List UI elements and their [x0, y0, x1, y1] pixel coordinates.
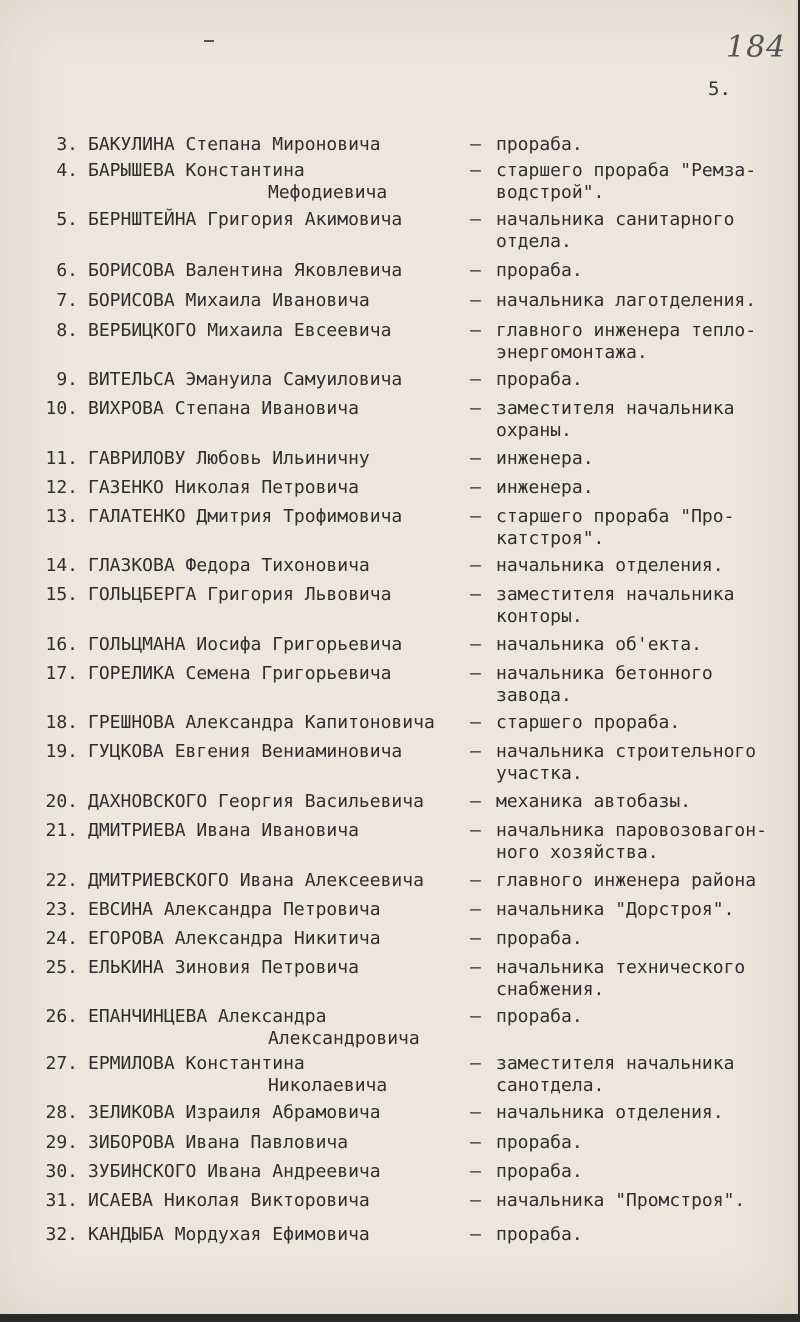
- entry-number: 5.: [56, 209, 78, 230]
- entry-name: ЕПАНЧИНЦЕВА Александра: [88, 1006, 327, 1027]
- entry-number: 8.: [56, 320, 78, 341]
- entry-number: 15.: [45, 584, 78, 605]
- separator-dash: –: [470, 506, 481, 527]
- separator-dash: –: [470, 477, 481, 498]
- entry-number: 18.: [45, 712, 78, 733]
- entry-role: инженера.: [496, 477, 594, 498]
- separator-dash: –: [470, 899, 481, 920]
- entry-number: 9.: [56, 369, 78, 390]
- entry-number: 3.: [56, 134, 78, 155]
- separator-dash: –: [470, 1190, 481, 1211]
- entry-number: 13.: [45, 506, 78, 527]
- separator-dash: –: [470, 928, 481, 949]
- entry-role: начальника отделения.: [496, 555, 724, 576]
- entry-name: ДМИТРИЕВСКОГО Ивана Алексеевича: [88, 870, 424, 891]
- separator-dash: –: [470, 870, 481, 891]
- entry-role: прораба.: [496, 928, 583, 949]
- entry-name-continuation: Александровича: [268, 1028, 420, 1049]
- entry-name: ЕГОРОВА Александра Никитича: [88, 928, 381, 949]
- separator-dash: –: [470, 260, 481, 281]
- entry-number: 16.: [45, 634, 78, 655]
- separator-dash: –: [470, 712, 481, 733]
- separator-dash: –: [470, 634, 481, 655]
- entry-number: 28.: [45, 1102, 78, 1123]
- entry-name: ВЕРБИЦКОГО Михаила Евсеевича: [88, 320, 392, 341]
- entry-name: ВИХРОВА Степана Ивановича: [88, 398, 359, 419]
- entry-role: инженера.: [496, 448, 594, 469]
- separator-dash: –: [470, 134, 481, 155]
- separator-dash: –: [470, 1053, 481, 1074]
- separator-dash: –: [470, 369, 481, 390]
- separator-dash: –: [470, 555, 481, 576]
- entry-number: 14.: [45, 555, 78, 576]
- entry-number: 4.: [56, 160, 78, 181]
- entry-number: 25.: [45, 957, 78, 978]
- entry-role: начальника "Дорстроя".: [496, 899, 735, 920]
- entry-name: ЕРМИЛОВА Константина: [88, 1053, 305, 1074]
- entry-role: старшего прораба "Про- катстроя".: [496, 506, 735, 549]
- entry-name: ГАЛАТЕНКО Дмитрия Трофимовича: [88, 506, 403, 527]
- entry-name: ГЛАЗКОВА Федора Тихоновича: [88, 555, 370, 576]
- entry-number: 24.: [45, 928, 78, 949]
- entry-name: ГОЛЬЦМАНА Иосифа Григорьевича: [88, 634, 403, 655]
- entry-name: БАРЫШЕВА Константина: [88, 160, 305, 181]
- entry-number: 30.: [45, 1161, 78, 1182]
- entry-role: начальника лаготделения.: [496, 290, 757, 311]
- separator-dash: –: [470, 398, 481, 419]
- entry-name: ЕЛЬКИНА Зиновия Петровича: [88, 957, 359, 978]
- separator-dash: –: [470, 1161, 481, 1182]
- entry-name: БЕРНШТЕЙНА Григория Акимовича: [88, 209, 403, 230]
- entry-name: ЕВСИНА Александра Петровича: [88, 899, 381, 920]
- entry-name: ЗЕЛИКОВА Израиля Абрамовича: [88, 1102, 381, 1123]
- entry-name: БОРИСОВА Валентина Яковлевича: [88, 260, 403, 281]
- entry-number: 19.: [45, 741, 78, 762]
- entry-number: 21.: [45, 820, 78, 841]
- entry-number: 22.: [45, 870, 78, 891]
- entry-name: ДАХНОВСКОГО Георгия Васильевича: [88, 791, 424, 812]
- entry-role: начальника отделения.: [496, 1102, 724, 1123]
- entry-name: ГУЦКОВА Евгения Вениаминовича: [88, 741, 403, 762]
- entry-role: заместителя начальника охраны.: [496, 398, 735, 441]
- entry-name: БОРИСОВА Михаила Ивановича: [88, 290, 370, 311]
- entry-role: прораба.: [496, 1224, 583, 1245]
- separator-dash: –: [470, 741, 481, 762]
- entry-role: прораба.: [496, 260, 583, 281]
- entry-number: 32.: [45, 1224, 78, 1245]
- entry-role: главного инженера тепло- энергомонтажа.: [496, 320, 757, 363]
- entry-number: 11.: [45, 448, 78, 469]
- entry-role: главного инженера района: [496, 870, 757, 891]
- separator-dash: –: [470, 663, 481, 684]
- handwritten-page-number: 184: [726, 30, 787, 65]
- entry-number: 29.: [45, 1132, 78, 1153]
- entry-role: начальника паровозовагон- ного хозяйства.: [496, 820, 767, 863]
- entry-role: начальника строительного участка.: [496, 741, 757, 784]
- entry-name: КАНДЫБА Мордухая Ефимовича: [88, 1224, 370, 1245]
- separator-dash: –: [470, 957, 481, 978]
- entry-role: прораба.: [496, 1132, 583, 1153]
- entry-name: БАКУЛИНА Степана Мироновича: [88, 134, 381, 155]
- separator-dash: –: [470, 160, 481, 181]
- separator-dash: –: [470, 448, 481, 469]
- entry-role: заместителя начальника конторы.: [496, 584, 735, 627]
- entry-number: 20.: [45, 791, 78, 812]
- entry-number: 23.: [45, 899, 78, 920]
- entry-role: старшего прораба.: [496, 712, 681, 733]
- entry-name: ЗУБИНСКОГО Ивана Андреевича: [88, 1161, 381, 1182]
- entry-number: 12.: [45, 477, 78, 498]
- entry-number: 10.: [45, 398, 78, 419]
- entry-name-continuation: Мефодиевича: [268, 182, 388, 203]
- page-number: 5.: [708, 78, 731, 100]
- entry-role: механика автобазы.: [496, 791, 692, 812]
- entry-role: начальника санитарного отдела.: [496, 209, 735, 252]
- separator-dash: –: [470, 1132, 481, 1153]
- entry-role: начальника "Промстроя".: [496, 1190, 746, 1211]
- entry-number: 26.: [45, 1006, 78, 1027]
- entry-role: прораба.: [496, 1006, 583, 1027]
- entry-name: ЗИБОРОВА Ивана Павловича: [88, 1132, 349, 1153]
- separator-dash: –: [470, 209, 481, 230]
- entry-role: прораба.: [496, 369, 583, 390]
- entry-role: начальника об'екта.: [496, 634, 702, 655]
- entry-name: ГАВРИЛОВУ Любовь Ильиничну: [88, 448, 370, 469]
- entry-name: ДМИТРИЕВА Ивана Ивановича: [88, 820, 359, 841]
- entry-name-continuation: Николаевича: [268, 1075, 388, 1096]
- entry-name: ГОРЕЛИКА Семена Григорьевича: [88, 663, 392, 684]
- entry-name: ИСАЕВА Николая Викторовича: [88, 1190, 370, 1211]
- separator-dash: –: [470, 290, 481, 311]
- separator-dash: –: [470, 1102, 481, 1123]
- separator-dash: –: [470, 820, 481, 841]
- entry-number: 6.: [56, 260, 78, 281]
- entry-number: 17.: [45, 663, 78, 684]
- separator-dash: –: [470, 584, 481, 605]
- entry-number: 7.: [56, 290, 78, 311]
- entry-role: прораба.: [496, 1161, 583, 1182]
- entry-role: старшего прораба "Ремза- водстрой".: [496, 160, 757, 203]
- entry-role: начальника технического снабжения.: [496, 957, 746, 1000]
- separator-dash: –: [470, 1224, 481, 1245]
- entry-name: ГРЕШНОВА Александра Капитоновича: [88, 712, 435, 733]
- entry-name: ГОЛЬЦБЕРГА Григория Львовича: [88, 584, 392, 605]
- entry-name: ГАЗЕНКО Николая Петровича: [88, 477, 359, 498]
- separator-dash: –: [470, 320, 481, 341]
- entry-number: 31.: [45, 1190, 78, 1211]
- stray-mark: [204, 40, 214, 42]
- separator-dash: –: [470, 1006, 481, 1027]
- entry-role: заместителя начальника санотдела.: [496, 1053, 735, 1096]
- separator-dash: –: [470, 791, 481, 812]
- entry-name: ВИТЕЛЬСА Эмануила Самуиловича: [88, 369, 403, 390]
- entry-role: начальника бетонного завода.: [496, 663, 713, 706]
- entry-role: прораба.: [496, 134, 583, 155]
- entry-number: 27.: [45, 1053, 78, 1074]
